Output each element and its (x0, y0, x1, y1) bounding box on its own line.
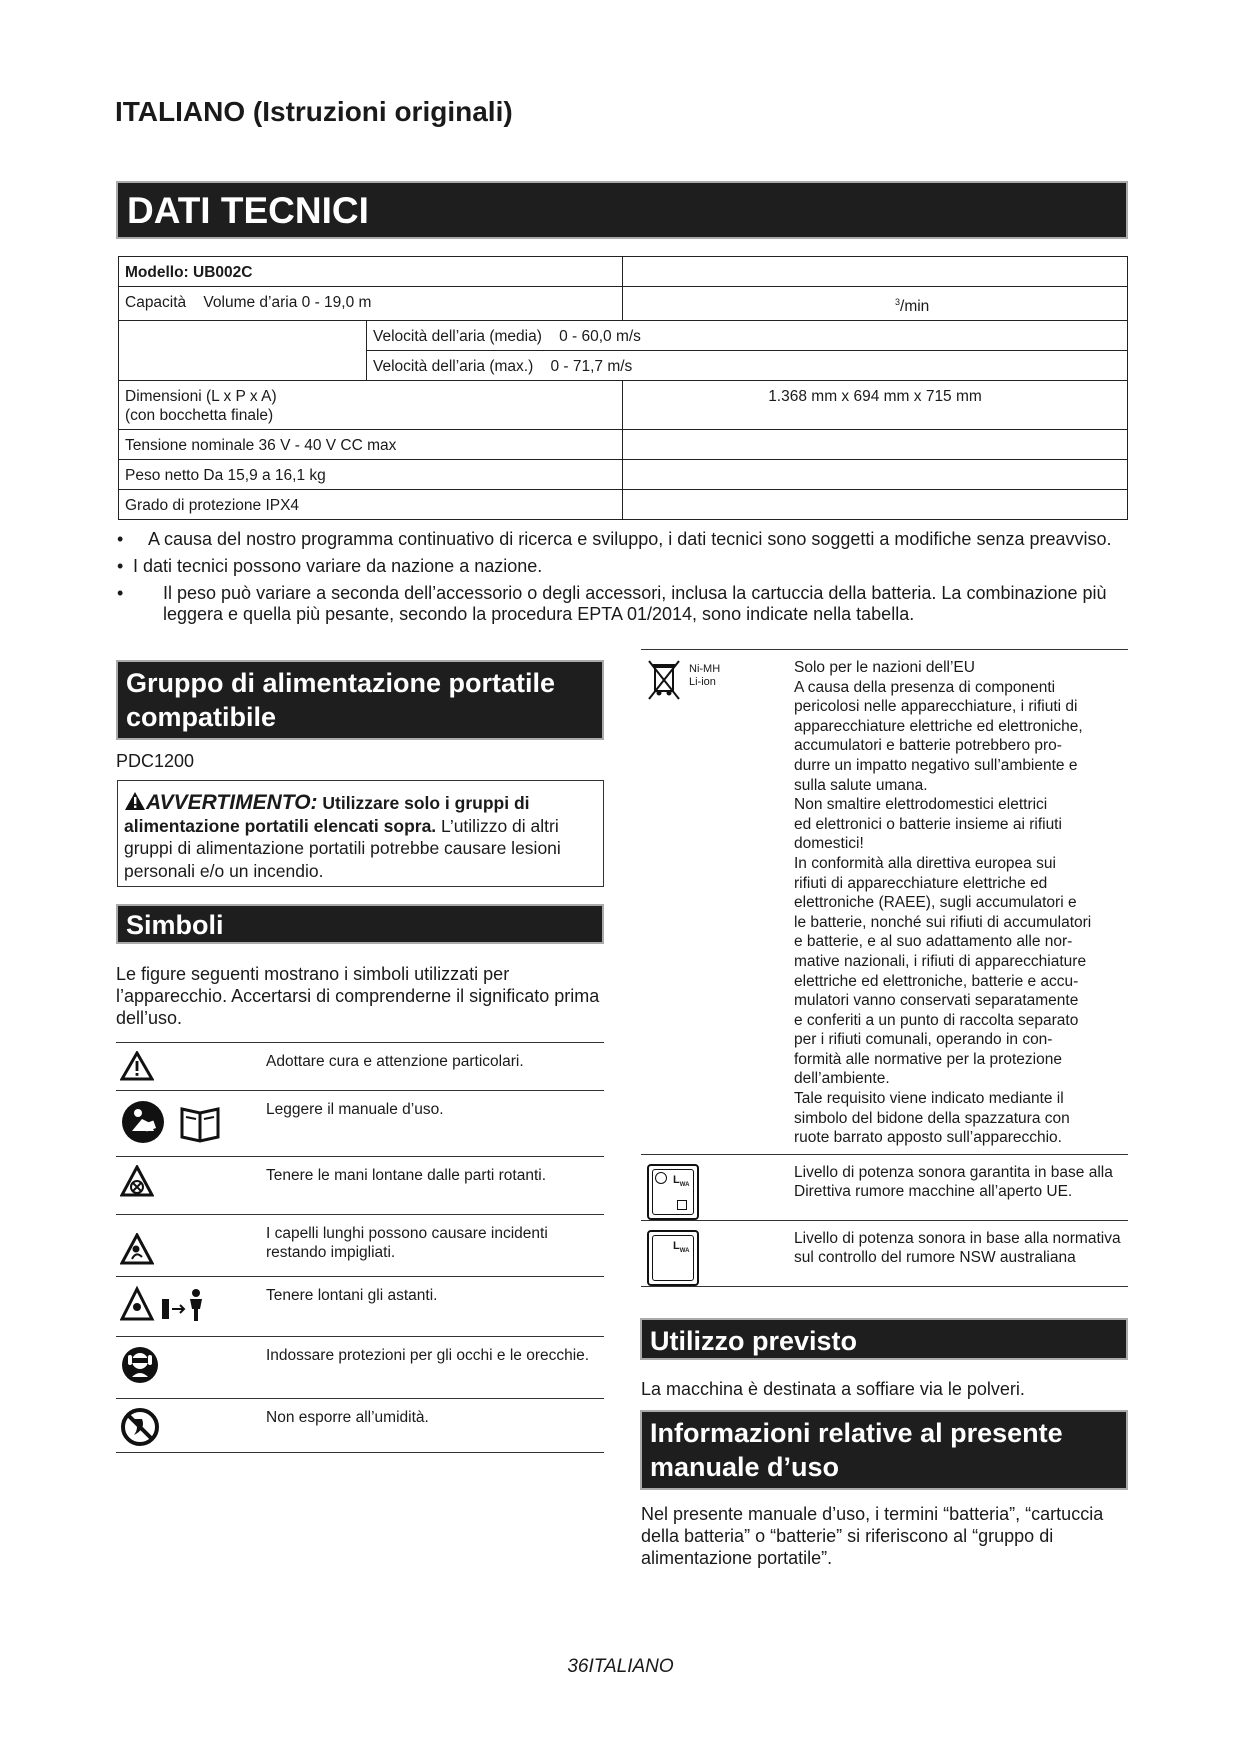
specs-table (118, 256, 1128, 520)
symbol-text: Indossare protezioni per gli occhi e le orecchie. (266, 1337, 604, 1399)
symbols-table (116, 1042, 604, 1453)
noise-eu-icon: $L_{WA}$ (647, 1164, 699, 1220)
symbol-text: Tenere le mani lontane dalle parti rotanti. (266, 1157, 604, 1215)
noise-nsw-text: Livello di potenza sonora in base alla normativa sul controllo del rumore NSW australiana (794, 1220, 1128, 1286)
list-item: • I dati tecnici possono variare da nazione a nazione. (115, 556, 1130, 577)
spec-air-speed-avg: Velocità dell’aria (media) 0 - 60,0 m/s (367, 321, 1128, 351)
symbols-table-right (641, 649, 1128, 1287)
weee-text: Solo per le nazioni dell’EU A causa della presenza di componenti pericolosi nelle apparecchiature, i rifiuti di apparecchiature elettriche ed elettroniche, accumulatori e batterie potrebbero pro- durre un impatto negativo sull’ambiente e sulla salute umana. Non smaltire elettrodomestici elettrici ed elettronici o batterie insieme ai rifiuti domestici! In conformità alla direttiva europea sui rifiuti di apparecchiature elettriche ed elettroniche (RAEE), sugli accumulatori e le batterie, nonché sui rifiuti di accumulatori e batterie, e al suo adattamento alle nor- mative nazionali, i rifiuti di apparecchiature elettriche ed elettroniche, batterie e accu- mulatori vanno conservati separatamente e conferiti a un punto di raccolta separato per i rifiuti comunali, operando in con- formità alle normative per la protezione dell’ambiente. Tale requisito viene indicato mediante il simbolo del bidone della spazzatura con ruote barrato apposto sull’apparecchio. (794, 650, 1128, 1155)
list-item: • A causa del nostro programma continuativo di ricerca e sviluppo, i dati tecnici sono soggetti a modifiche senza preavviso. (115, 529, 1130, 550)
spec-notes (115, 529, 1130, 631)
no-moisture-icon (120, 1407, 160, 1447)
spec-dimensions-value: 1.368 mm x 694 mm x 715 mm (623, 381, 1128, 430)
eye-ear-protection-icon (120, 1345, 160, 1385)
list-item: • Il peso può variare a seconda dell’accessorio o degli accessori, inclusa la cartuccia della batteria. La combinazione più leggera e quella più pesante, secondo la procedura EPTA 01/2014, sono indicate nella tabella. (115, 583, 1130, 625)
nimh-label: Ni-MH (689, 663, 721, 675)
long-hair-icon (120, 1233, 154, 1265)
page-footer: 36ITALIANO (567, 1656, 674, 1677)
bystanders-icon (120, 1285, 220, 1325)
spec-air-volume: Capacità Volume d’aria 0 - 19,0 m (119, 287, 623, 321)
read-manual-icon (120, 1099, 230, 1145)
symbol-text: I capelli lunghi possono causare incidenti restando impigliati. (266, 1215, 604, 1277)
spec-model: Modello: UB002C (119, 257, 623, 287)
page-language-title: ITALIANO (Istruzioni originali) (115, 96, 513, 127)
liion-label: Li-ion (689, 676, 716, 688)
battery-model: PDC1200 (116, 751, 195, 771)
symbol-text: Tenere lontani gli astanti. (266, 1277, 604, 1337)
symbols-heading: Simboli (116, 904, 604, 944)
crossed-bin-icon (647, 659, 681, 701)
symbol-text: Leggere il manuale d’uso. (266, 1091, 604, 1157)
manual-info-heading: Informazioni relative al presente manuale d’uso (640, 1410, 1128, 1490)
symbols-intro: Le figure seguenti mostrano i simboli utilizzati per l’apparecchio. Accertarsi di comprenderne il significato prima dell’uso. (116, 964, 600, 1028)
symbol-text: Adottare cura e attenzione particolari. (266, 1043, 604, 1091)
noise-nsw-icon: $L_{WA}$ (647, 1230, 699, 1286)
warning-box: AVVERTIMENTO: Utilizzare solo i gruppi di alimentazione portatili elencati sopra. L’utilizzo di altri gruppi di alimentazione portatili potrebbe causare lesioni personali e/o un incendio. (117, 780, 604, 887)
spec-air-volume-unit: $^3$/min (623, 287, 1128, 321)
spec-weight: Peso netto Da 15,9 a 16,1 kg (119, 460, 623, 490)
manual-info-text: Nel presente manuale d’uso, i termini “batteria”, “cartuccia della batteria” o “batterie” si riferiscono al “gruppo di alimentazione portatile”. (641, 1504, 1104, 1568)
noise-eu-text: Livello di potenza sonora garantita in base alla Direttiva rumore macchine all’aperto UE. (794, 1154, 1128, 1220)
spec-protection: Grado di protezione IPX4 (119, 490, 623, 520)
spec-voltage: Tensione nominale 36 V - 40 V CC max (119, 430, 623, 460)
symbol-text: Non esporre all’umidità. (266, 1399, 604, 1453)
intended-use-text: La macchina è destinata a soffiare via le polveri. (641, 1379, 1025, 1399)
specs-heading: DATI TECNICI (116, 181, 1128, 239)
spec-air-speed-max: Velocità dell’aria (max.) 0 - 71,7 m/s (367, 351, 1128, 381)
rotating-parts-icon (120, 1165, 154, 1197)
warning-icon (124, 791, 146, 811)
warning-triangle-icon (120, 1051, 154, 1081)
spec-dimensions: Dimensioni (L x P x A) (con bocchetta finale) (119, 381, 623, 430)
battery-heading: Gruppo di alimentazione portatile compatibile (116, 660, 604, 740)
intended-use-heading: Utilizzo previsto (640, 1318, 1128, 1360)
